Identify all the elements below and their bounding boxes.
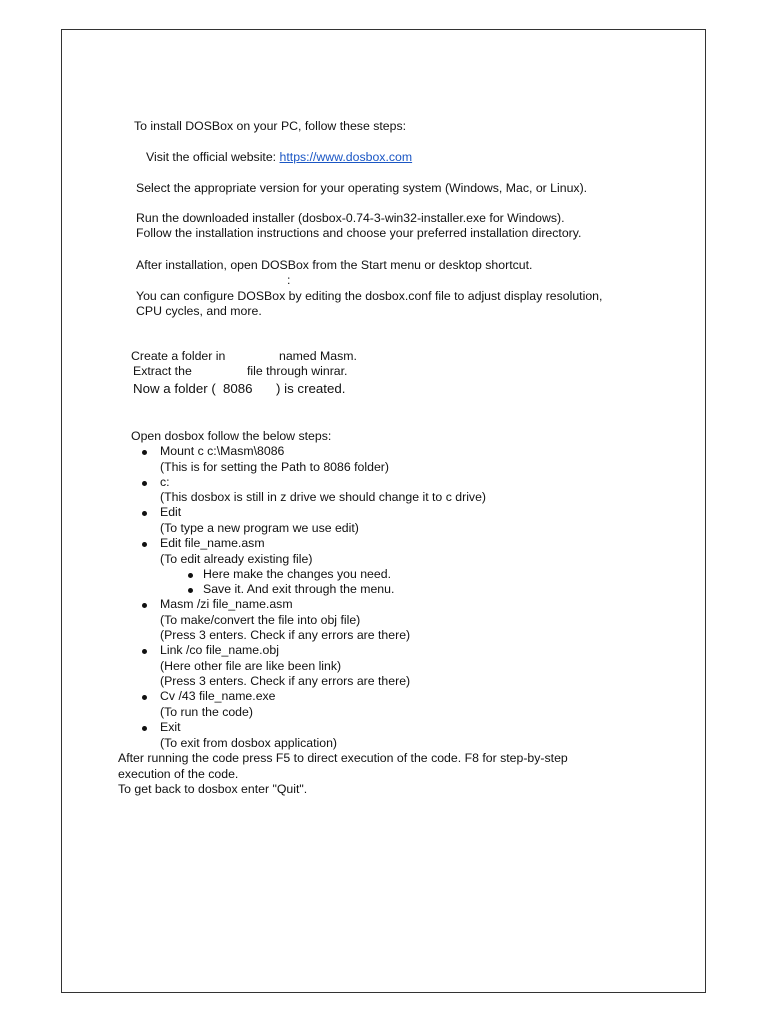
document-page	[61, 29, 706, 993]
sub-bullet-icon	[188, 573, 193, 578]
bullet-icon	[142, 481, 147, 486]
bullet-icon	[142, 649, 147, 654]
configure-text-line2: CPU cycles, and more.	[136, 304, 262, 318]
folder-created-text-a: Now a folder (	[133, 381, 216, 396]
intro-heading: To install DOSBox on your PC, follow these steps:	[134, 119, 407, 133]
step-cv: Cv /43 file_name.exe	[160, 689, 276, 703]
step-exit-note: (To exit from dosbox application)	[160, 736, 338, 750]
step-masm-note1: (To make/convert the file into obj file)	[160, 613, 361, 627]
step-edit-file: Edit file_name.asm	[160, 536, 265, 550]
step-edit-note: (To type a new program we use edit)	[160, 521, 359, 535]
step-edit: Edit	[160, 505, 182, 519]
step-mount-note: (This is for setting the Path to 8086 folder)	[160, 460, 389, 474]
create-folder-text-b: named Masm.	[279, 349, 357, 363]
step-link: Link /co file_name.obj	[160, 643, 279, 657]
step-c: c:	[160, 475, 170, 489]
substep-make-changes: Here make the changes you need.	[203, 567, 391, 581]
step-c-note: (This dosbox is still in z drive we should change it to c drive)	[160, 490, 487, 504]
step-masm: Masm /zi file_name.asm	[160, 597, 293, 611]
steps-heading: Open dosbox follow the below steps:	[131, 429, 332, 443]
step-edit-file-note: (To edit already existing file)	[160, 552, 313, 566]
run-installer-text: Run the downloaded installer (dosbox-0.74-3-win32-installer.exe for Windows).	[136, 211, 565, 225]
dosbox-website-link[interactable]: https://www.dosbox.com	[279, 150, 413, 164]
bullet-icon	[142, 603, 147, 608]
step-masm-note2: (Press 3 enters. Check if any errors are there)	[160, 628, 411, 642]
bullet-icon	[142, 695, 147, 700]
step-link-note1: (Here other file are like been link)	[160, 659, 342, 673]
after-running-text-line1: After running the code press F5 to direct execution of the code. F8 for step-by-step	[118, 751, 568, 765]
sub-bullet-icon	[188, 588, 193, 593]
extract-text-b: file through winrar.	[247, 364, 348, 378]
after-running-text-line2: execution of the code.	[118, 767, 239, 781]
step-exit: Exit	[160, 720, 181, 734]
bullet-icon	[142, 450, 147, 455]
bullet-icon	[142, 542, 147, 547]
stray-colon: :	[287, 273, 291, 287]
after-install-text: After installation, open DOSBox from the Start menu or desktop shortcut.	[136, 258, 533, 272]
configure-text-line1: You can configure DOSBox by editing the dosbox.conf file to adjust display resolution,	[136, 289, 603, 303]
bullet-icon	[142, 726, 147, 731]
step-link-note2: (Press 3 enters. Check if any errors are there)	[160, 674, 411, 688]
step-cv-note: (To run the code)	[160, 705, 253, 719]
select-version-text: Select the appropriate version for your operating system (Windows, Mac, or Linux).	[136, 181, 588, 195]
create-folder-text-a: Create a folder in	[131, 349, 226, 363]
bullet-icon	[142, 511, 147, 516]
extract-text-a: Extract the	[133, 364, 192, 378]
visit-label: Visit the official website:	[146, 150, 280, 164]
folder-created-text-c: ) is created.	[276, 381, 346, 396]
substep-save-exit: Save it. And exit through the menu.	[203, 582, 395, 596]
visit-website-line	[146, 149, 412, 165]
step-mount: Mount c c:\Masm\8086	[160, 444, 285, 458]
folder-created-text-b: 8086	[223, 381, 253, 396]
quit-instruction-text: To get back to dosbox enter "Quit".	[118, 782, 308, 796]
follow-instructions-text: Follow the installation instructions and choose your preferred installation directory.	[136, 226, 582, 240]
